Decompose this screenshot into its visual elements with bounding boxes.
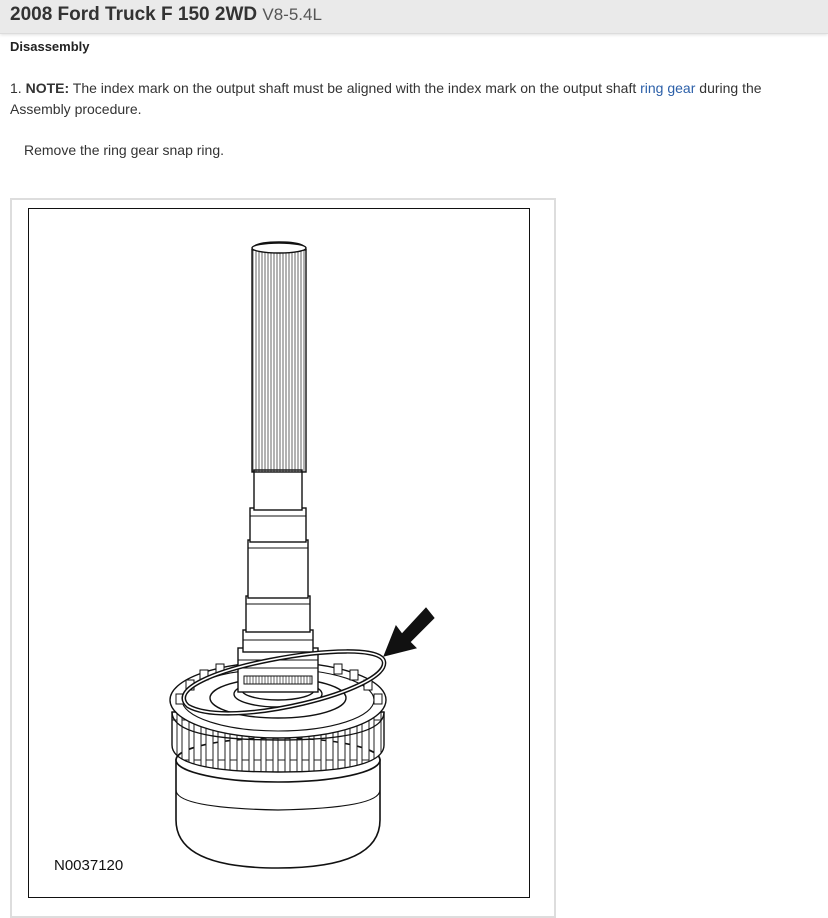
note-label: NOTE: xyxy=(25,80,70,96)
note-text-end: during the Assembly procedure. xyxy=(10,80,762,117)
section-title: Disassembly xyxy=(10,39,90,54)
ring-gear-link[interactable]: ring gear xyxy=(640,80,696,96)
output-shaft xyxy=(238,242,318,692)
arrow-icon xyxy=(384,608,434,656)
figure-code: N0037120 xyxy=(54,857,124,874)
note-text: The index mark on the output shaft must be aligned with the index mark on the output shaft xyxy=(72,80,637,96)
step-instruction: Remove the ring gear snap ring. xyxy=(24,142,224,158)
step-number: 1. xyxy=(10,80,22,96)
vehicle-name: 2008 Ford Truck F 150 2WD xyxy=(10,4,258,25)
engine-spec: V8-5.4L xyxy=(262,5,322,24)
